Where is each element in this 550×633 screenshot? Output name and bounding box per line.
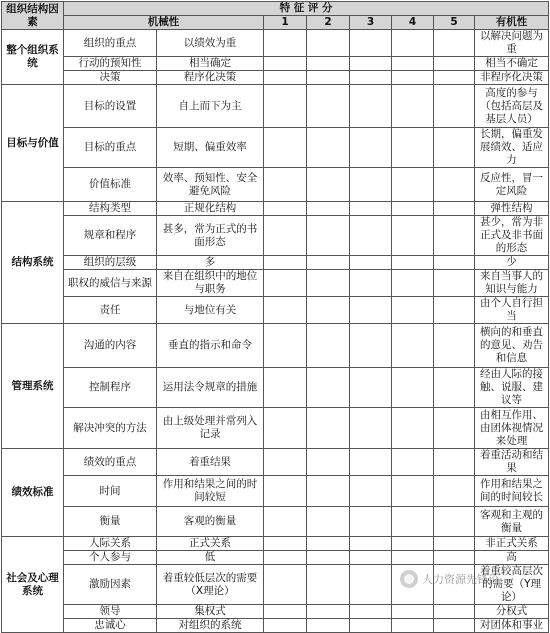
- score-cell-1[interactable]: [264, 128, 307, 168]
- mechanical-cell: 自上而下为主: [157, 85, 264, 128]
- score-cell-4[interactable]: [392, 270, 434, 297]
- score-cell-5[interactable]: [434, 551, 475, 565]
- header-score-3: 3: [350, 16, 392, 30]
- table-row: [2, 551, 549, 565]
- mechanical-cell: 正式关系: [157, 537, 264, 551]
- mechanical-cell: 正规化结构: [157, 202, 264, 216]
- score-cell-5[interactable]: [434, 128, 475, 168]
- factor-cell: 结构类型: [64, 202, 157, 216]
- mechanical-cell: 运用法令规章的措施: [157, 368, 264, 408]
- mechanical-cell: 由上级处理并常列入记录: [157, 408, 264, 449]
- factor-cell: 组织的重点: [64, 30, 157, 57]
- score-cell-3[interactable]: [350, 71, 392, 85]
- organic-cell: 作用和结果之间的时间较长: [475, 476, 549, 507]
- score-cell-4[interactable]: [392, 619, 434, 633]
- factor-cell: 控制程序: [64, 368, 157, 408]
- score-cell-4[interactable]: [392, 85, 434, 128]
- table-row: [2, 565, 549, 605]
- score-cell-3[interactable]: [350, 551, 392, 565]
- score-cell-1[interactable]: [264, 168, 307, 202]
- mechanical-cell: 低: [157, 551, 264, 565]
- score-cell-2[interactable]: [307, 85, 350, 128]
- score-cell-5[interactable]: [434, 71, 475, 85]
- mechanical-cell: 垂直的指示和命令: [157, 324, 264, 368]
- table-row: [2, 537, 549, 551]
- watermark-text: 人力资源先锋论: [422, 573, 499, 586]
- table-row: [2, 507, 549, 537]
- score-cell-3[interactable]: [350, 202, 392, 216]
- factor-cell: 忠诚心: [64, 619, 157, 633]
- score-cell-1[interactable]: [264, 476, 307, 507]
- score-cell-2[interactable]: [307, 297, 350, 324]
- mechanical-cell: 多: [157, 256, 264, 270]
- factor-cell: 责任: [64, 297, 157, 324]
- score-cell-2[interactable]: [307, 324, 350, 368]
- score-cell-5[interactable]: [434, 619, 475, 633]
- score-cell-1[interactable]: [264, 507, 307, 537]
- score-cell-3[interactable]: [350, 408, 392, 449]
- score-cell-5[interactable]: [434, 297, 475, 324]
- organic-cell: 长期，偏重发展绩效、适应力: [475, 128, 549, 168]
- organic-cell: 分权式: [475, 605, 549, 619]
- table-row: [2, 216, 549, 256]
- score-cell-2[interactable]: [307, 57, 350, 71]
- score-cell-4[interactable]: [392, 551, 434, 565]
- score-cell-2[interactable]: [307, 30, 350, 57]
- score-cell-4[interactable]: [392, 202, 434, 216]
- score-cell-5[interactable]: [434, 507, 475, 537]
- score-cell-4[interactable]: [392, 408, 434, 449]
- organic-cell: 高度的参与（包括高层及基层人员）: [475, 85, 549, 128]
- score-cell-3[interactable]: [350, 168, 392, 202]
- org-structure-table: [1, 1, 549, 633]
- score-cell-5[interactable]: [434, 256, 475, 270]
- organic-cell: 横向的和垂直的意见、劝告和信息: [475, 324, 549, 368]
- factor-cell: 绩效的重点: [64, 449, 157, 476]
- score-cell-3[interactable]: [350, 619, 392, 633]
- organic-cell: 非正式关系: [475, 537, 549, 551]
- factor-cell: 目标的设置: [64, 85, 157, 128]
- mechanical-cell: 着重较低层次的需要（X理论）: [157, 565, 264, 605]
- table-row: [2, 297, 549, 324]
- score-cell-3[interactable]: [350, 565, 392, 605]
- mechanical-cell: 作用和结果之间的时间较短: [157, 476, 264, 507]
- score-cell-3[interactable]: [350, 368, 392, 408]
- score-cell-5[interactable]: [434, 202, 475, 216]
- score-cell-1[interactable]: [264, 449, 307, 476]
- factor-cell: 行动的预知性: [64, 57, 157, 71]
- header-row-1: [2, 2, 549, 16]
- group-label: 绩效标准: [2, 449, 64, 537]
- score-cell-3[interactable]: [350, 128, 392, 168]
- table-row: [2, 408, 549, 449]
- score-cell-2[interactable]: [307, 565, 350, 605]
- table-row: [2, 71, 549, 85]
- organic-cell: 弹性结构: [475, 202, 549, 216]
- score-cell-2[interactable]: [307, 256, 350, 270]
- factor-cell: 组织的层级: [64, 256, 157, 270]
- score-cell-4[interactable]: [392, 324, 434, 368]
- score-cell-4[interactable]: [392, 128, 434, 168]
- score-cell-4[interactable]: [392, 537, 434, 551]
- header-score-2: 2: [307, 16, 350, 30]
- organic-cell: 反应性，冒一定风险: [475, 168, 549, 202]
- score-cell-2[interactable]: [307, 507, 350, 537]
- score-cell-1[interactable]: [264, 216, 307, 256]
- table-row: [2, 202, 549, 216]
- score-cell-2[interactable]: [307, 537, 350, 551]
- organic-cell: 来自当事人的知识与能力: [475, 270, 549, 297]
- score-cell-1[interactable]: [264, 619, 307, 633]
- organic-cell: 非程序化决策: [475, 71, 549, 85]
- score-cell-1[interactable]: [264, 537, 307, 551]
- table-row: [2, 324, 549, 368]
- score-cell-5[interactable]: [434, 408, 475, 449]
- score-cell-4[interactable]: [392, 368, 434, 408]
- factor-cell: 时间: [64, 476, 157, 507]
- score-cell-4[interactable]: [392, 57, 434, 71]
- score-cell-4[interactable]: [392, 256, 434, 270]
- mechanical-cell: 来自在组织中的地位与职务: [157, 270, 264, 297]
- score-cell-1[interactable]: [264, 57, 307, 71]
- mechanical-cell: 效率、预知性、安全避免风险: [157, 168, 264, 202]
- score-cell-5[interactable]: [434, 449, 475, 476]
- table-row: [2, 476, 549, 507]
- factor-cell: 目标的重点: [64, 128, 157, 168]
- header-score-1: 1: [264, 16, 307, 30]
- organic-cell: 对团体和事业: [475, 619, 549, 633]
- score-cell-5[interactable]: [434, 368, 475, 408]
- score-cell-5[interactable]: [434, 270, 475, 297]
- table-row: [2, 85, 549, 128]
- score-cell-2[interactable]: [307, 476, 350, 507]
- score-cell-5[interactable]: [434, 216, 475, 256]
- score-cell-2[interactable]: [307, 71, 350, 85]
- score-cell-5[interactable]: [434, 324, 475, 368]
- score-cell-2[interactable]: [307, 408, 350, 449]
- score-cell-4[interactable]: [392, 449, 434, 476]
- factor-cell: 决策: [64, 71, 157, 85]
- score-cell-1[interactable]: [264, 256, 307, 270]
- mechanical-cell: 与地位有关: [157, 297, 264, 324]
- table-row: [2, 30, 549, 57]
- organic-cell: 经由人际的接触、说服、建议等: [475, 368, 549, 408]
- score-cell-3[interactable]: [350, 449, 392, 476]
- factor-cell: 个人参与: [64, 551, 157, 565]
- score-cell-1[interactable]: [264, 71, 307, 85]
- score-cell-3[interactable]: [350, 270, 392, 297]
- factor-cell: 解决冲突的方法: [64, 408, 157, 449]
- organic-cell: 着重活动和结果: [475, 449, 549, 476]
- mechanical-cell: 甚多，常为正式的书面形态: [157, 216, 264, 256]
- score-cell-4[interactable]: [392, 476, 434, 507]
- score-cell-5[interactable]: [434, 565, 475, 605]
- score-cell-2[interactable]: [307, 368, 350, 408]
- score-cell-3[interactable]: [350, 256, 392, 270]
- mechanical-cell: 客观的衡量: [157, 507, 264, 537]
- score-cell-2[interactable]: [307, 202, 350, 216]
- score-cell-3[interactable]: [350, 324, 392, 368]
- score-cell-5[interactable]: [434, 537, 475, 551]
- score-cell-3[interactable]: [350, 85, 392, 128]
- score-cell-2[interactable]: [307, 216, 350, 256]
- factor-cell: 领导: [64, 605, 157, 619]
- score-cell-1[interactable]: [264, 297, 307, 324]
- table-row: [2, 619, 549, 633]
- score-cell-5[interactable]: [434, 476, 475, 507]
- score-cell-4[interactable]: [392, 297, 434, 324]
- score-cell-3[interactable]: [350, 537, 392, 551]
- score-cell-4[interactable]: [392, 71, 434, 85]
- score-cell-2[interactable]: [307, 619, 350, 633]
- table-row: [2, 57, 549, 71]
- score-cell-3[interactable]: [350, 57, 392, 71]
- score-cell-1[interactable]: [264, 85, 307, 128]
- group-label: 目标与价值: [2, 85, 64, 202]
- table-row: [2, 270, 549, 297]
- table-row: [2, 256, 549, 270]
- factor-cell: 价值标准: [64, 168, 157, 202]
- score-cell-4[interactable]: [392, 168, 434, 202]
- mechanical-cell: 着重结果: [157, 449, 264, 476]
- score-cell-5[interactable]: [434, 57, 475, 71]
- factor-cell: 衡量: [64, 507, 157, 537]
- group-label: 结构系统: [2, 202, 64, 324]
- mechanical-cell: 对组织的系统: [157, 619, 264, 633]
- organic-cell: 高: [475, 551, 549, 565]
- organic-cell: 由个人自行担当: [475, 297, 549, 324]
- organic-cell: 以解决问题为重: [475, 30, 549, 57]
- score-cell-1[interactable]: [264, 551, 307, 565]
- organic-cell: 相当不确定: [475, 57, 549, 71]
- score-cell-4[interactable]: [392, 30, 434, 57]
- factor-cell: 职权的威信与来源: [64, 270, 157, 297]
- score-cell-2[interactable]: [307, 449, 350, 476]
- score-cell-2[interactable]: [307, 168, 350, 202]
- header-factor: 组织结构因素: [2, 2, 64, 30]
- score-cell-3[interactable]: [350, 30, 392, 57]
- score-cell-1[interactable]: [264, 565, 307, 605]
- score-cell-3[interactable]: [350, 476, 392, 507]
- mechanical-cell: 以绩效为重: [157, 30, 264, 57]
- factor-cell: 沟通的内容: [64, 324, 157, 368]
- header-row-2: [2, 16, 549, 30]
- organic-cell: 少: [475, 256, 549, 270]
- header-mechanical: 机械性: [64, 16, 264, 30]
- score-cell-4[interactable]: [392, 507, 434, 537]
- mechanical-cell: 程序化决策: [157, 71, 264, 85]
- score-cell-4[interactable]: [392, 216, 434, 256]
- factor-cell: 规章和程序: [64, 216, 157, 256]
- score-cell-4[interactable]: [392, 565, 434, 605]
- score-cell-2[interactable]: [307, 128, 350, 168]
- group-label: 管理系统: [2, 324, 64, 449]
- mechanical-cell: 相当确定: [157, 57, 264, 71]
- score-cell-1[interactable]: [264, 270, 307, 297]
- score-cell-5[interactable]: [434, 30, 475, 57]
- group-label: 社会及心理系统: [2, 537, 64, 633]
- organic-cell: 着重较高层次的需要（Y理论）: [475, 565, 549, 605]
- score-cell-1[interactable]: [264, 368, 307, 408]
- group-label: 整个组织系统: [2, 30, 64, 85]
- score-cell-3[interactable]: [350, 216, 392, 256]
- score-cell-1[interactable]: [264, 408, 307, 449]
- score-cell-3[interactable]: [350, 507, 392, 537]
- score-cell-5[interactable]: [434, 168, 475, 202]
- table-row: [2, 128, 549, 168]
- score-cell-1[interactable]: [264, 30, 307, 57]
- factor-cell: 人际关系: [64, 537, 157, 551]
- header-organic: 有机性: [475, 16, 549, 30]
- table-row: [2, 368, 549, 408]
- organic-cell: 由相互作用、由团体视情况来处理: [475, 408, 549, 449]
- score-cell-1[interactable]: [264, 324, 307, 368]
- table-row: [2, 168, 549, 202]
- factor-cell: 激励因素: [64, 565, 157, 605]
- header-score-5: 5: [434, 16, 475, 30]
- table-row: [2, 449, 549, 476]
- score-cell-2[interactable]: [307, 551, 350, 565]
- score-cell-1[interactable]: [264, 202, 307, 216]
- score-cell-5[interactable]: [434, 85, 475, 128]
- header-features: 特 征 评 分: [64, 2, 549, 16]
- mechanical-cell: 集权式: [157, 605, 264, 619]
- score-cell-3[interactable]: [350, 297, 392, 324]
- score-cell-2[interactable]: [307, 270, 350, 297]
- organic-cell: 甚少，常为非正式及非书面的形态: [475, 216, 549, 256]
- organic-cell: 客观和主观的衡量: [475, 507, 549, 537]
- mechanical-cell: 短期、偏重效率: [157, 128, 264, 168]
- header-score-4: 4: [392, 16, 434, 30]
